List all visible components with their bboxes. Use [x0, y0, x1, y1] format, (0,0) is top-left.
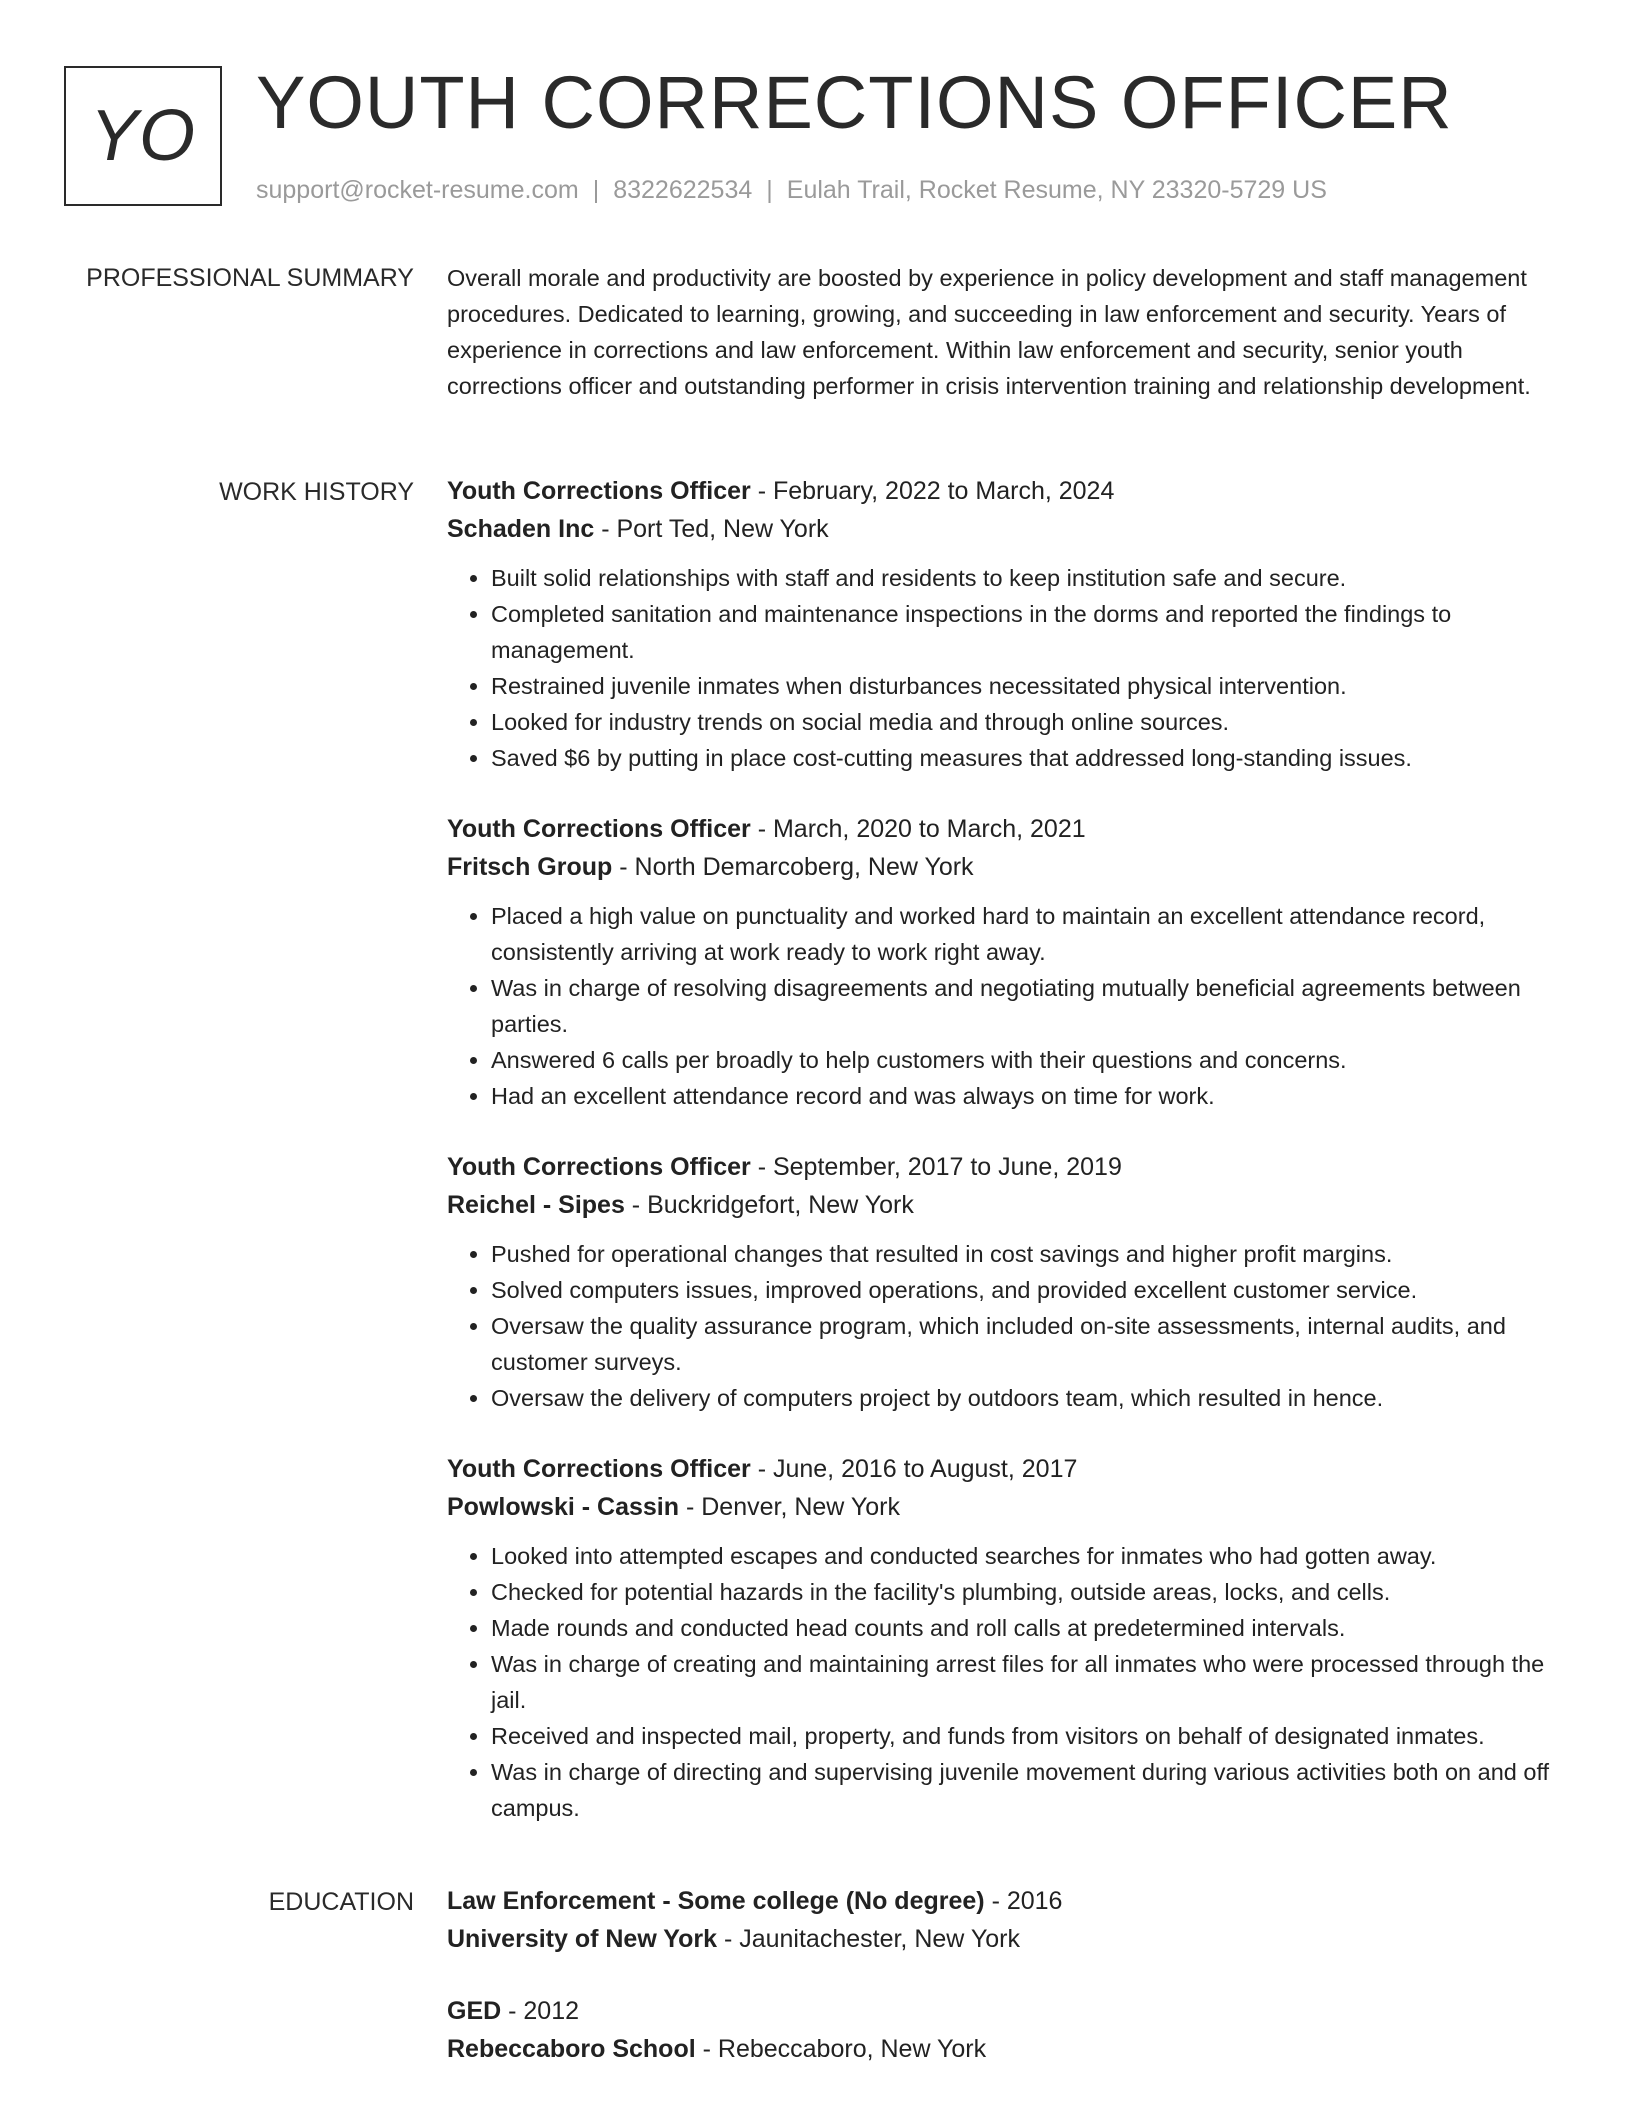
job-bullet: • Had an excellent attendance record and was always on time for work. [491, 1078, 1572, 1114]
education-school-line [447, 2030, 1572, 2068]
education-school: Rebeccaboro School [447, 2035, 696, 2063]
education-school-line [447, 1920, 1572, 1958]
job-entry [447, 472, 1572, 776]
section-label-summary: PROFESSIONAL SUMMARY [86, 264, 414, 292]
job-dates: - February, 2022 to March, 2024 [750, 477, 1115, 505]
education-degree: Law Enforcement - Some college (No degree) [447, 1887, 985, 1915]
job-title: Youth Corrections Officer [447, 1455, 751, 1483]
job-entry [447, 1148, 1572, 1416]
job-dates: - March, 2020 to March, 2021 [750, 815, 1086, 843]
job-bullet: • Placed a high value on punctuality and worked hard to maintain an excellent attendance record, consistently arriving at work ready to work right away. [491, 898, 1572, 970]
education-body [447, 1882, 1572, 2102]
education-location: - Jaunitachester, New York [717, 1925, 1020, 1953]
job-company-line [447, 1488, 1572, 1526]
job-dates: - September, 2017 to June, 2019 [750, 1153, 1122, 1181]
job-title: Youth Corrections Officer [447, 477, 751, 505]
contact-phone[interactable]: 8322622534 [613, 176, 753, 204]
education-degree-line [447, 1882, 1572, 1920]
job-bullet: • Was in charge of creating and maintaining arrest files for all inmates who were processed through the jail. [491, 1646, 1572, 1718]
education-degree-line [447, 1992, 1572, 2030]
contact-separator: | [766, 176, 773, 204]
contact-email[interactable]: support@rocket-resume.com [256, 176, 579, 204]
education-year: - 2016 [984, 1887, 1063, 1915]
job-title-line [447, 1450, 1572, 1488]
section-label-education: EDUCATION [268, 1888, 414, 1916]
education-entry [447, 1992, 1572, 2068]
job-title-line [447, 472, 1572, 510]
job-title-line [447, 810, 1572, 848]
job-bullet: • Saved $6 by putting in place cost-cutting measures that addressed long-standing issues. [491, 740, 1572, 776]
job-bullet: • Solved computers issues, improved operations, and provided excellent customer service. [491, 1272, 1572, 1308]
job-bullet: • Looked for industry trends on social media and through online sources. [491, 704, 1572, 740]
job-location: - Denver, New York [679, 1493, 900, 1521]
summary-text: Overall morale and productivity are boosted by experience in policy development and staff management procedures. Dedicated to learning, growing, and succeeding in law enforcement and security. Years of experience in corrections and law enforcement. Within law enforcement and security, senior youth corrections officer and outstanding performer in crisis intervention training and relationship development. [447, 265, 1531, 399]
job-company: Reichel - Sipes [447, 1191, 625, 1219]
job-title: Youth Corrections Officer [447, 1153, 751, 1181]
education-degree: GED [447, 1997, 502, 2025]
job-location: - North Demarcoberg, New York [612, 853, 974, 881]
job-bullet: • Oversaw the quality assurance program, which included on-site assessments, internal audits, and customer surveys. [491, 1308, 1572, 1380]
job-bullets [447, 1538, 1572, 1826]
job-title-line [447, 1148, 1572, 1186]
job-bullet: • Oversaw the delivery of computers project by outdoors team, which resulted in hence. [491, 1380, 1572, 1416]
education-location: - Rebeccaboro, New York [695, 2035, 987, 2063]
job-location: - Port Ted, New York [594, 515, 829, 543]
job-bullet: • Made rounds and conducted head counts and roll calls at predetermined intervals. [491, 1610, 1572, 1646]
job-bullet: • Checked for potential hazards in the facility's plumbing, outside areas, locks, and cells. [491, 1574, 1572, 1610]
job-bullets [447, 1236, 1572, 1416]
job-bullet: • Pushed for operational changes that resulted in cost savings and higher profit margins. [491, 1236, 1572, 1272]
summary-body [447, 260, 1572, 404]
job-company-line [447, 1186, 1572, 1224]
job-bullet: • Restrained juvenile inmates when disturbances necessitated physical intervention. [491, 668, 1572, 704]
job-bullet: • Was in charge of resolving disagreements and negotiating mutually beneficial agreements between parties. [491, 970, 1572, 1042]
work-body [447, 472, 1572, 1860]
job-bullet: • Was in charge of directing and supervising juvenile movement during various activities both on and off campus. [491, 1754, 1572, 1826]
job-entry [447, 1450, 1572, 1826]
education-entry [447, 1882, 1572, 1958]
contact-separator: | [592, 176, 600, 204]
education-year: - 2012 [501, 1997, 580, 2025]
job-dates: - June, 2016 to August, 2017 [750, 1455, 1078, 1483]
job-company: Fritsch Group [447, 853, 613, 881]
job-bullets [447, 898, 1572, 1114]
monogram-initials: YO [89, 96, 197, 176]
job-bullet: • Built solid relationships with staff and residents to keep institution safe and secure. [491, 560, 1572, 596]
contact-address: Eulah Trail, Rocket Resume, NY 23320-5729 US [786, 176, 1327, 204]
job-title: Youth Corrections Officer [447, 815, 751, 843]
job-bullets [447, 560, 1572, 776]
job-entry [447, 810, 1572, 1114]
education-school: University of New York [447, 1925, 717, 1953]
job-company: Powlowski - Cassin [447, 1493, 680, 1521]
job-bullet: • Received and inspected mail, property, and funds from visitors on behalf of designated inmates. [491, 1718, 1572, 1754]
job-location: - Buckridgefort, New York [624, 1191, 914, 1219]
job-company: Schaden Inc [447, 515, 595, 543]
job-company-line [447, 848, 1572, 886]
job-bullet: • Completed sanitation and maintenance inspections in the dorms and reported the findings to management. [491, 596, 1572, 668]
job-bullet: • Answered 6 calls per broadly to help customers with their questions and concerns. [491, 1042, 1572, 1078]
job-company-line [447, 510, 1572, 548]
section-label-work: WORK HISTORY [219, 478, 414, 506]
resume-title: YOUTH CORRECTIONS OFFICER [256, 61, 1453, 144]
contact-line [256, 172, 1327, 208]
monogram-box [64, 66, 222, 206]
job-bullet: • Looked into attempted escapes and conducted searches for inmates who had gotten away. [491, 1538, 1572, 1574]
